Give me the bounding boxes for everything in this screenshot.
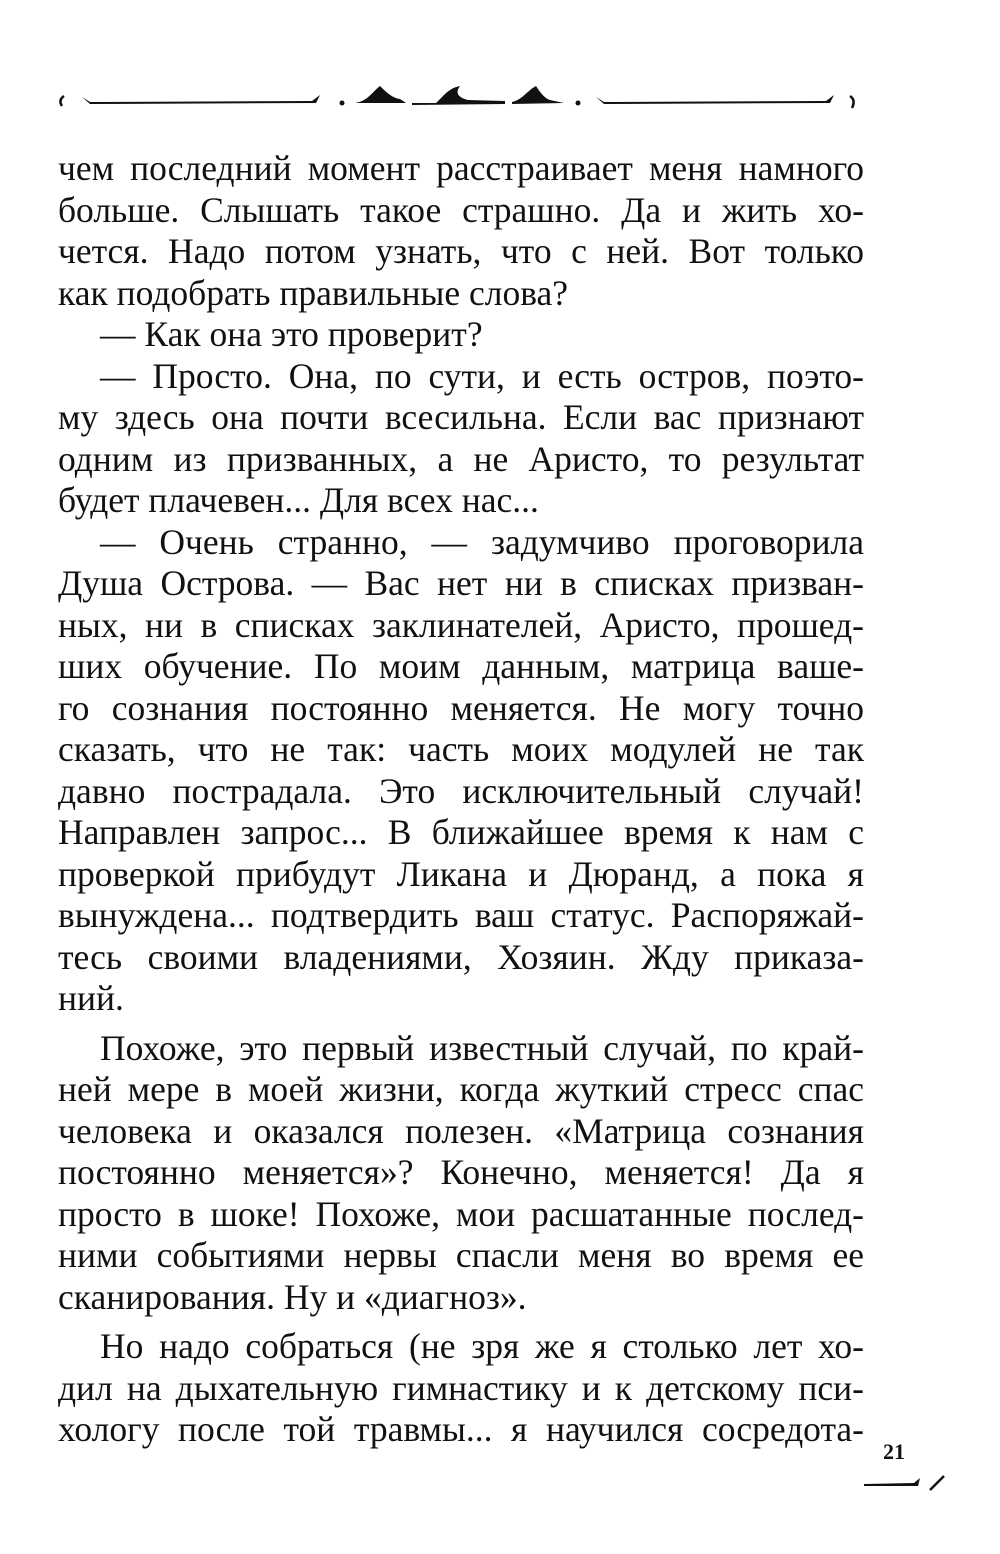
text-line: проверкой прибудут Ликана и Дюранд, а пока я: [58, 853, 864, 894]
text-line: тесь своими владениями, Хозяин. Жду приказа-: [58, 936, 864, 977]
text-line: сказать, что не так: часть моих модулей не так: [58, 729, 864, 769]
page-number: 21: [883, 1439, 905, 1464]
text-line: Но надо собраться (не зря же я столько лет хо-: [100, 1326, 864, 1366]
text-line: как подобрать правильные слова?: [58, 272, 569, 313]
text-line: давно пострадала. Это исключительный случай!: [58, 770, 864, 811]
text-line: одним из призванных, а не Аристо, то результат: [58, 438, 864, 479]
text-line: — Как она это проверит?: [100, 314, 483, 354]
text-line: ших обучение. По моим данным, матрица ваше-: [58, 646, 864, 686]
text-line: — Просто. Она, по сути, и есть остров, поэто-: [100, 355, 864, 396]
text-line: Направлен запрос... В ближайшее время к нам с: [58, 812, 864, 852]
text-line: — Очень странно, — задумчиво проговорила: [100, 521, 864, 562]
text-line: ний.: [58, 978, 124, 1018]
text-line: просто в шоке! Похоже, мои расшатанные послед-: [58, 1193, 864, 1234]
text-line: Душа Острова. — Вас нет ни в списках призван-: [58, 563, 864, 603]
text-line: будет плачевен... Для всех нас...: [58, 480, 539, 520]
text-line: го сознания постоянно меняется. Не могу точно: [58, 687, 864, 728]
text-line: му здесь она почти всесильна. Если вас признают: [58, 397, 864, 437]
text-line: больше. Слышать такое страшно. Да и жить хо-: [58, 189, 864, 230]
header-ornament: [50, 70, 870, 120]
text-line: Похоже, это первый известный случай, по край-: [100, 1027, 864, 1068]
text-line: ных, ни в списках заклинателей, Аристо, прошед-: [58, 604, 864, 645]
text-line: ними событиями нервы спасли меня во время ее: [58, 1235, 864, 1275]
text-line: чется. Надо потом узнать, что с ней. Вот только: [58, 231, 864, 271]
text-line: дил на дыхательную гимнастику и к детскому пси-: [58, 1367, 864, 1408]
text-line: человека и оказался полезен. «Матрица сознания: [58, 1110, 864, 1151]
text-line: чем последний момент расстраивает меня намного: [58, 148, 864, 188]
page-text: [58, 148, 864, 1451]
text-line: ней мере в моей жизни, когда жуткий стресс спас: [58, 1069, 864, 1109]
text-line: вынуждена... подтвердить ваш статус. Распоряжай-: [58, 895, 864, 935]
text-line: постоянно меняется»? Конечно, меняется! Да я: [58, 1152, 864, 1192]
text-line: сканирования. Ну и «диагноз».: [58, 1276, 527, 1317]
footer-ornament: [862, 1468, 952, 1498]
text-line: хологу после той травмы... я научился сосредота-: [58, 1409, 864, 1449]
